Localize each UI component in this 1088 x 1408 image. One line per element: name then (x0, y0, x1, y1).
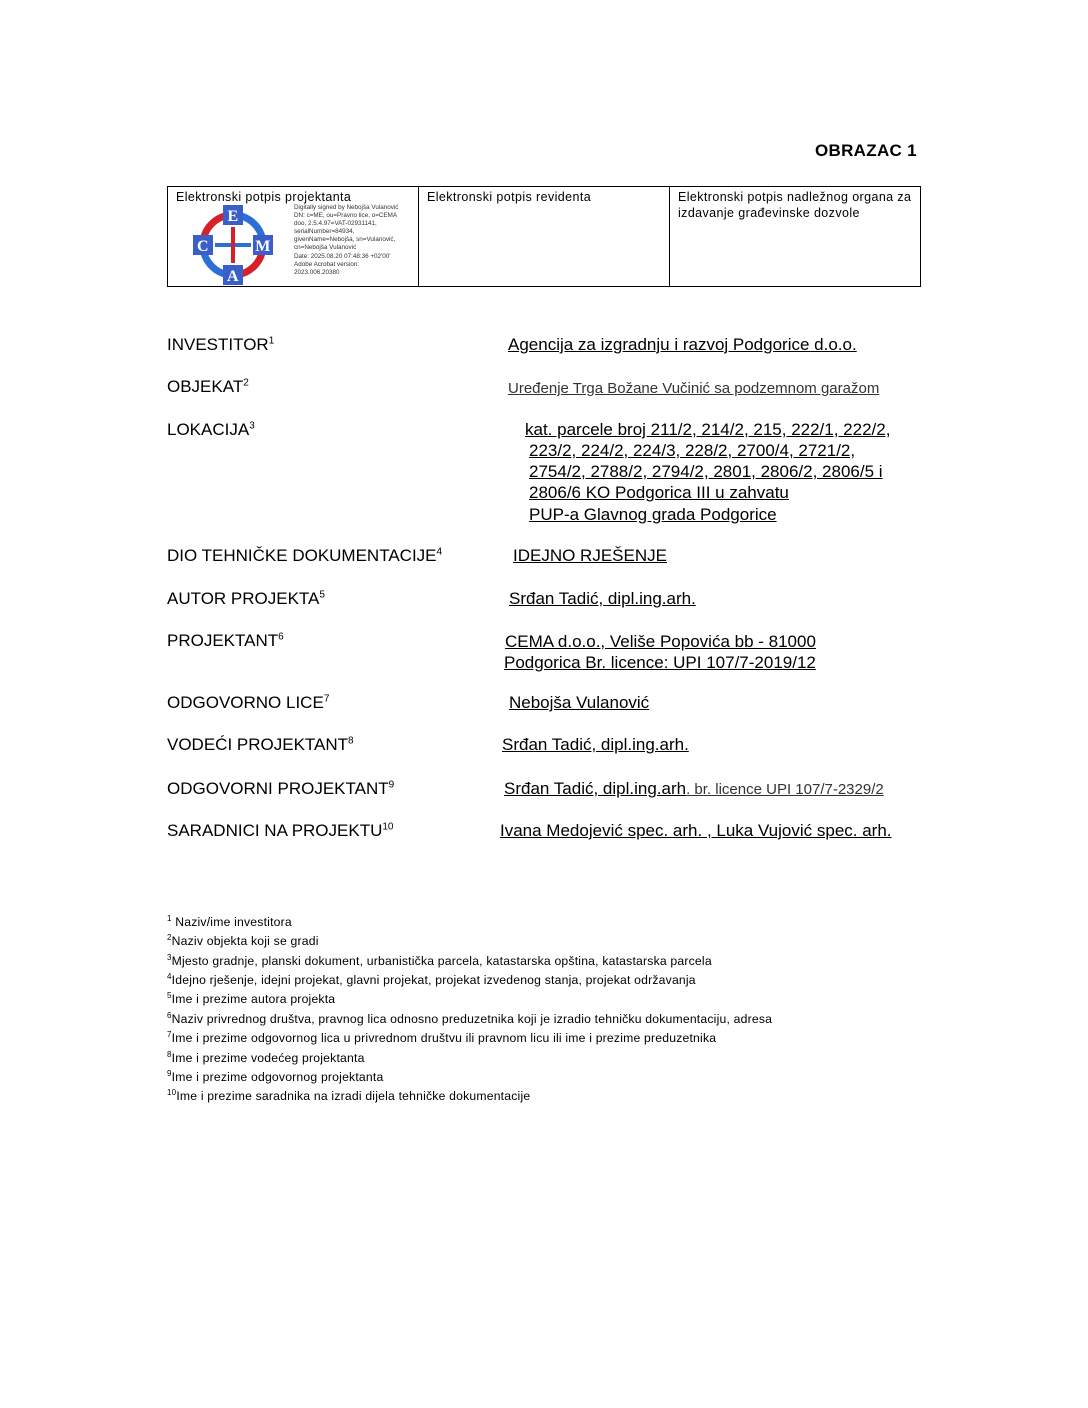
projektant-row (167, 631, 928, 675)
sig-line: doo, 2.5.4.97=VAT-02931141, (294, 220, 377, 228)
logo-letter-a: A (227, 268, 239, 285)
footnote: $^2$Naziv objekta koji se gradi (167, 933, 319, 949)
odgovorni-licence: . br. licence UPI 107/7-2329/2 (686, 781, 884, 798)
lokacija-line: 2806/6 KO Podgorica III u zahvatu (529, 483, 789, 502)
logo-letter-c: C (197, 238, 209, 255)
projektant-value-line1: CEMA d.o.o., Veliše Popovića bb - 81000 (505, 632, 816, 651)
reviewer-signature-label: Elektronski potpis revidenta (427, 190, 592, 204)
lokacija-row (167, 420, 928, 530)
autor-label: AUTOR PROJEKTA$^5$ (167, 589, 325, 608)
odgovorno-lice-value: Nebojša Vulanović (509, 693, 650, 712)
odgovorni-label: ODGOVORNI PROJEKTANT$^9$ (167, 779, 395, 798)
saradnici-value: Ivana Medojević spec. arh. , Luka Vujović spec. arh. (500, 821, 892, 840)
lokacija-line: 2754/2, 2788/2, 2794/2, 2801, 2806/2, 2806/5 i (529, 462, 883, 481)
sig-line: DN: c=ME, ou=Pravno lice, o=CEMA (294, 212, 398, 220)
lokacija-line: PUP-a Glavnog grada Podgorice (529, 505, 777, 524)
odgovorni-name: Srđan Tadić, dipl.ing.arh (504, 779, 687, 798)
projektant-value-line2: Podgorica Br. licence: UPI 107/7-2019/12 (504, 653, 816, 672)
cema-logo (191, 205, 275, 285)
footnote: $^4$Idejno rješenje, idejni projekat, glavni projekat, projekat izvedenog stanja, projekat održavanja (167, 972, 696, 988)
authority-signature-cell[interactable] (670, 187, 920, 286)
sig-line: cn=Nebojša Vulanović (294, 244, 357, 252)
footnote: $^6$Naziv privrednog društva, pravnog lica odnosno preduzetnika koji je izradio tehničku dokumentaciju, adresa (167, 1010, 773, 1026)
authority-signature-label-2: izdavanje građevinske dozvole (678, 206, 860, 220)
footnote: $^7$Ime i prezime odgovornog lica u privrednom društvu ili pravnom licu ili ime i prezime preduzetnika (167, 1030, 717, 1046)
logo-letter-m: M (255, 238, 271, 255)
dio-value: IDEJNO RJEŠENJE (513, 546, 667, 565)
reviewer-signature-cell[interactable] (419, 187, 670, 286)
odgovorni-value (504, 779, 884, 799)
footnote: $^{10}$Ime i prezime saradnika na izradi dijela tehničke dokumentacije (167, 1088, 531, 1104)
vodeci-value: Srđan Tadić, dipl.ing.arh. (502, 735, 689, 754)
footnote: $^3$Mjesto gradnje, planski dokument, urbanistička parcela, katastarska opština, katastarska parcela (167, 952, 712, 968)
sig-line: 2023.006.20380 (294, 268, 340, 276)
investitor-value: Agencija za izgradnju i razvoj Podgorice d.o.o. (508, 335, 857, 354)
objekat-label: OBJEKAT$^2$ (167, 377, 249, 396)
sig-line: serialNumber=84934, (294, 228, 355, 236)
vodeci-label: VODEĆI PROJEKTANT$^8$ (167, 735, 354, 754)
digital-signature-details (294, 204, 419, 277)
sig-line: Date: 2025.08.20 07:48:36 +02'00' (294, 252, 391, 260)
footnote: $^1$ Naziv/ime investitora (167, 914, 292, 930)
footnote: $^9$Ime i prezime odgovornog projektanta (167, 1068, 384, 1084)
sig-line: Adobe Acrobat version: (294, 260, 360, 268)
footnote: $^5$Ime i prezime autora projekta (167, 991, 336, 1007)
sig-line: Digitally signed by Nebojša Vulanović (294, 204, 399, 211)
odgovorno-lice-label: ODGOVORNO LICE$^7$ (167, 693, 330, 712)
lokacija-line: 223/2, 224/2, 224/3, 228/2, 2700/4, 2721/2, (529, 441, 856, 460)
investitor-label: INVESTITOR$^1$ (167, 335, 275, 354)
saradnici-label: SARADNICI NA PROJEKTU$^{10}$ (167, 821, 394, 840)
designer-signature-cell[interactable] (168, 187, 419, 286)
logo-letter-e: E (227, 208, 239, 225)
objekat-value: Uređenje Trga Božane Vučinić sa podzemnom garažom (508, 380, 880, 397)
form-title: OBRAZAC 1 (815, 141, 917, 160)
footnotes (167, 911, 772, 1105)
sig-line: givenName=Nebojša, sn=Vulanović, (294, 236, 396, 244)
authority-signature-label-1: Elektronski potpis nadležnog organa za (678, 190, 912, 204)
projektant-label: PROJEKTANT$^6$ (167, 631, 284, 650)
autor-value: Srđan Tadić, dipl.ing.arh. (509, 589, 696, 608)
footnote: $^8$Ime i prezime vodećeg projektanta (167, 1049, 365, 1065)
lokacija-line: kat. parcele broj 211/2, 214/2, 215, 222/1, 222/2, (525, 420, 891, 439)
dio-label: DIO TEHNIČKE DOKUMENTACIJE$^4$ (167, 546, 443, 565)
lokacija-label: LOKACIJA$^3$ (167, 420, 255, 439)
designer-signature-label: Elektronski potpis projektanta (176, 190, 352, 204)
signature-table (167, 186, 921, 287)
